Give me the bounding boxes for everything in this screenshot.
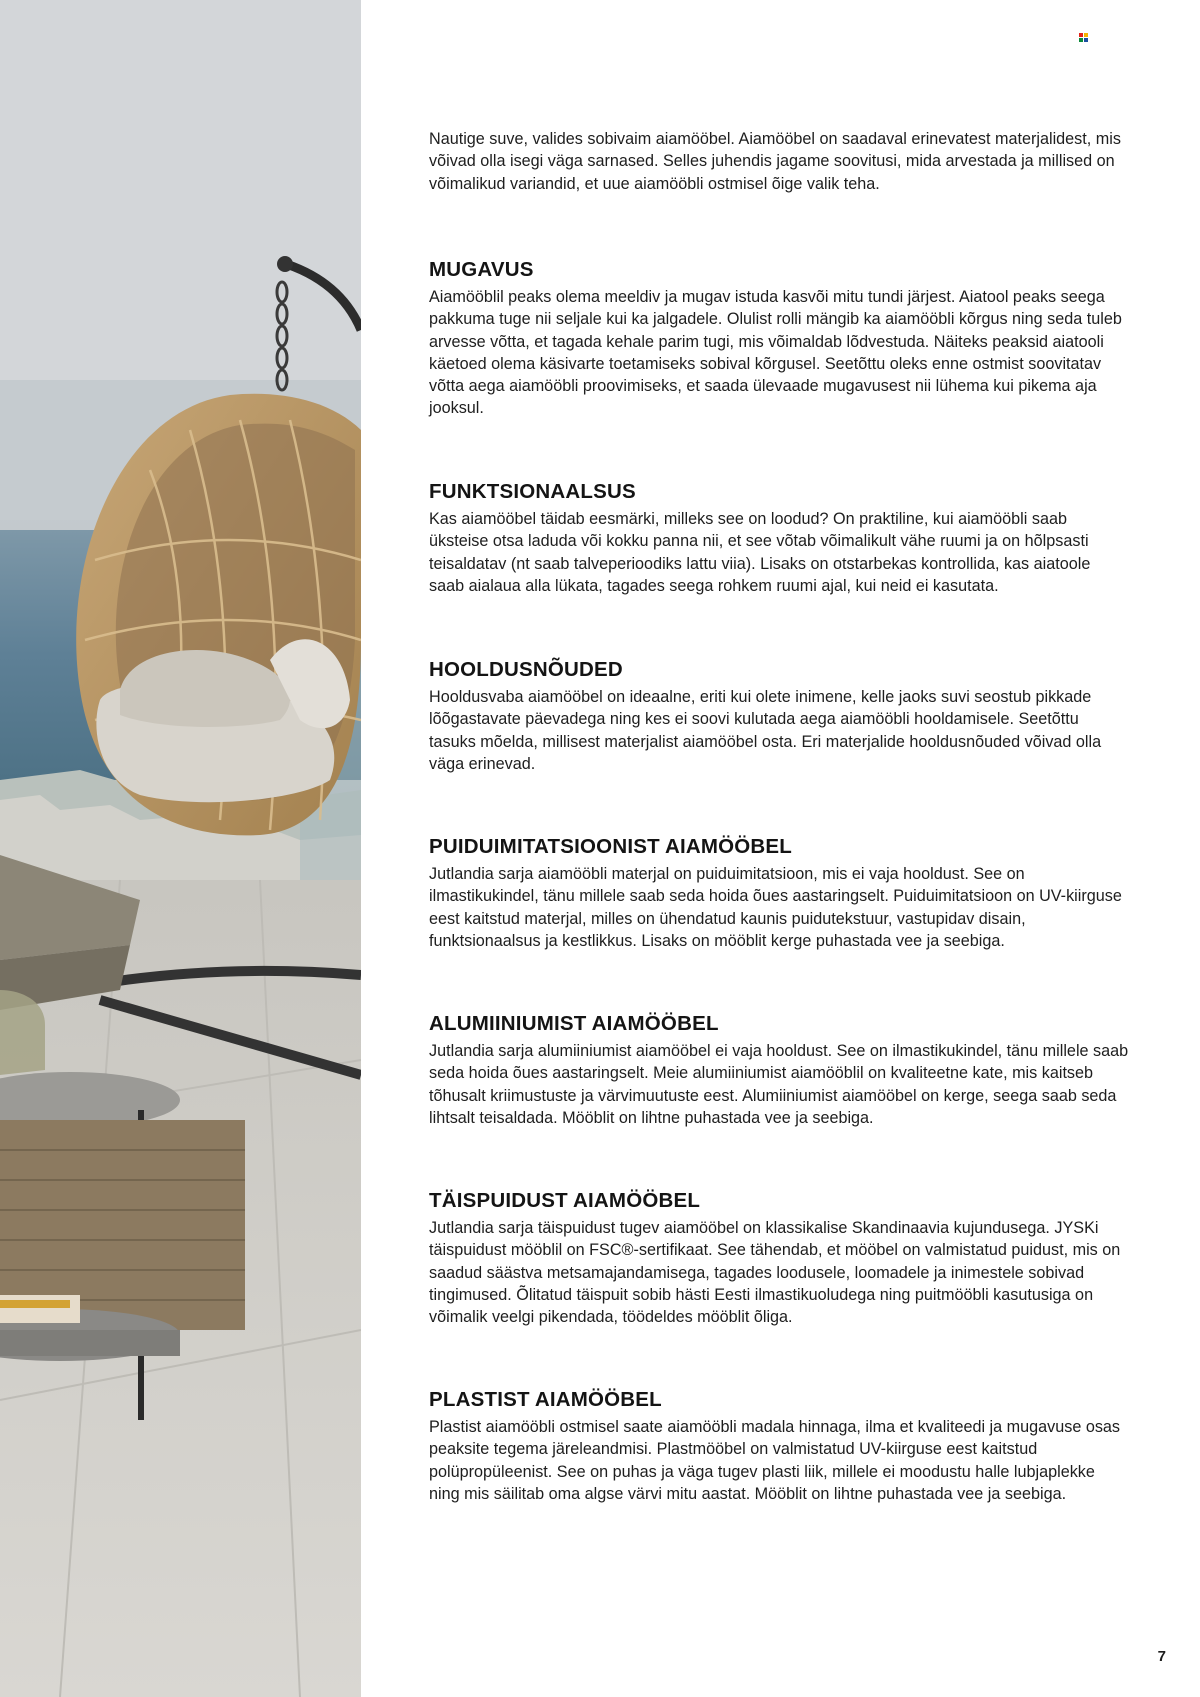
article-content [429,128,1129,1503]
brand-logo-icon [1079,33,1089,43]
hanging-chair-photo [0,0,361,1697]
section-title: ALUMIINIUMIST AIAMÖÖBEL [429,1012,719,1035]
section-title: HOOLDUSNÕUDED [429,658,623,681]
section-taispuit [429,1189,1129,1328]
section-body: Jutlandia sarja täispuidust tugev aiamööbel on klassikalise Skandinaavia kujundusega. JYSKi täispuidust mööblil on FSC®-sertifikaat. See tähendab, et mööbel on valmistatud puidust, mis on saadud säästva metsamajandamisega, tagades loodusele, loomadele ja inimestele sobivad tingimused. Õlitatud täispuit sobib hästi Eesti ilmastikuoludega ning puitmööbli kasutusiga on võimalik veelgi pikendada, töödeldes mööblit õliga. [429,1219,1121,1327]
section-title: PLASTIST AIAMÖÖBEL [429,1388,662,1411]
section-body: Aiamööblil peaks olema meeldiv ja mugav istuda kasvõi mitu tundi järjest. Aiatool peaks seega pakkuma tuge nii seljale kui ka jalgadele. Olulist rolli mängib ka aiamööbli kõrgus ning seda tuleb arvesse võtta, et tagada kehale parim tugi, mis võimaldab lõdvestuda. Näiteks peaksid aiatooli käetoed olema käsivarte toetamiseks sobival kõrgusel. Seetõttu oleks enne ostmist soovitatav võtta aega aiamööbli proovimiseks, et saada ülevaade mugavusest nii lühema kui pikema aja jooksul. [429,288,1122,418]
section-body: Jutlandia sarja alumiiniumist aiamööbel ei vaja hooldust. See on ilmastikukindel, tänu millele saab seda hoida õues aastaringselt. Meie alumiiniumist aiamööblil on kvaliteetne kate, mis kaitseb tõhusalt kriimustuste ja värvimuutuste eest. Alumiiniumist aiamööbel on kerge, seega saab seda lihtsalt teisaldada. Mööblit on lihtne puhastada vee ja seebiga. [429,1042,1129,1127]
section-title: PUIDUIMITATSIOONIST AIAMÖÖBEL [429,835,793,858]
section-hooldusnouded [429,658,1129,775]
section-title: FUNKTSIONAALSUS [429,480,636,503]
section-alumiinium [429,1012,1129,1129]
section-body: Hooldusvaba aiamööbel on ideaalne, eriti kui olete inimene, kelle jaoks suvi seostub pikkade lõõgastavate päevadega ning kes ei soovi kulutada aega aiamööbli hooldamisele. Seetõttu tasuks mõelda, millisest materjalist aiamööbel osta. Eri materjalide hooldusnõuded võivad olla väga erinevad. [429,688,1102,773]
page-number: 7 [1157,1648,1166,1665]
intro-paragraph: Nautige suve, valides sobivaim aiamööbel. Aiamööbel on saadaval erinevatest materjalidest, mis võivad olla isegi väga sarnased. Selles juhendis jagame soovitusi, mida arvestada ja millised on võimalikud variandid, et uue aiamööbli ostmisel õige valik teha. [429,130,1121,193]
section-body: Jutlandia sarja aiamööbli materjal on puiduimitatsioon, mis ei vaja hooldust. See on ilmastikukindel, tänu millele saab seda hoida õues aastaringselt. Puiduimitatsioon on UV-kiirguse eest kaitstud materjal, milles on ühendatud kaunis puidutekstuur, vastupidav disain, funktsionaalsus ja kestlikkus. Lisaks on mööblit kerge puhastada vee ja seebiga. [429,865,1122,950]
section-body: Plastist aiamööbli ostmisel saate aiamööbli madala hinnaga, ilma et kvaliteedi ja mugavuse osas peaksite tegema järeleandmisi. Plastmööbel on valmistatud UV-kiirguse eest kaitstud polüpropüleenist. See on puhas ja väga tugev plasti liik, millele ei moodustu halle lubjaplekke ning mis säilitab oma algse värvi mitu aastat. Mööblit on lihtne puhastada vee ja seebiga. [429,1418,1121,1503]
logo-square-yellow [1084,33,1088,37]
section-puiduimitatsioon [429,835,1129,952]
section-body: Kas aiamööbel täidab eesmärki, milleks see on loodud? On praktiline, kui aiamööbli saab üksteise otsa laduda või kokku panna nii, et see võtab võimalikult vähe ruumi ja on hõlpsasti teisaldatav (nt saab talveperioodiks lattu viia). Lisaks on otstarbekas kontrollida, kas aiatoole saab aialaua alla lükata, tagades seega rohkem ruumi ajal, kui neid ei kasutata. [429,510,1091,595]
section-plast [429,1388,1129,1505]
logo-square-green [1079,38,1083,42]
logo-square-blue [1084,38,1088,42]
section-title: TÄISPUIDUST AIAMÖÖBEL [429,1189,701,1212]
logo-square-red [1079,33,1083,37]
section-title: MUGAVUS [429,258,534,281]
section-funktsionaalsus [429,480,1129,597]
section-mugavus [429,258,1129,420]
